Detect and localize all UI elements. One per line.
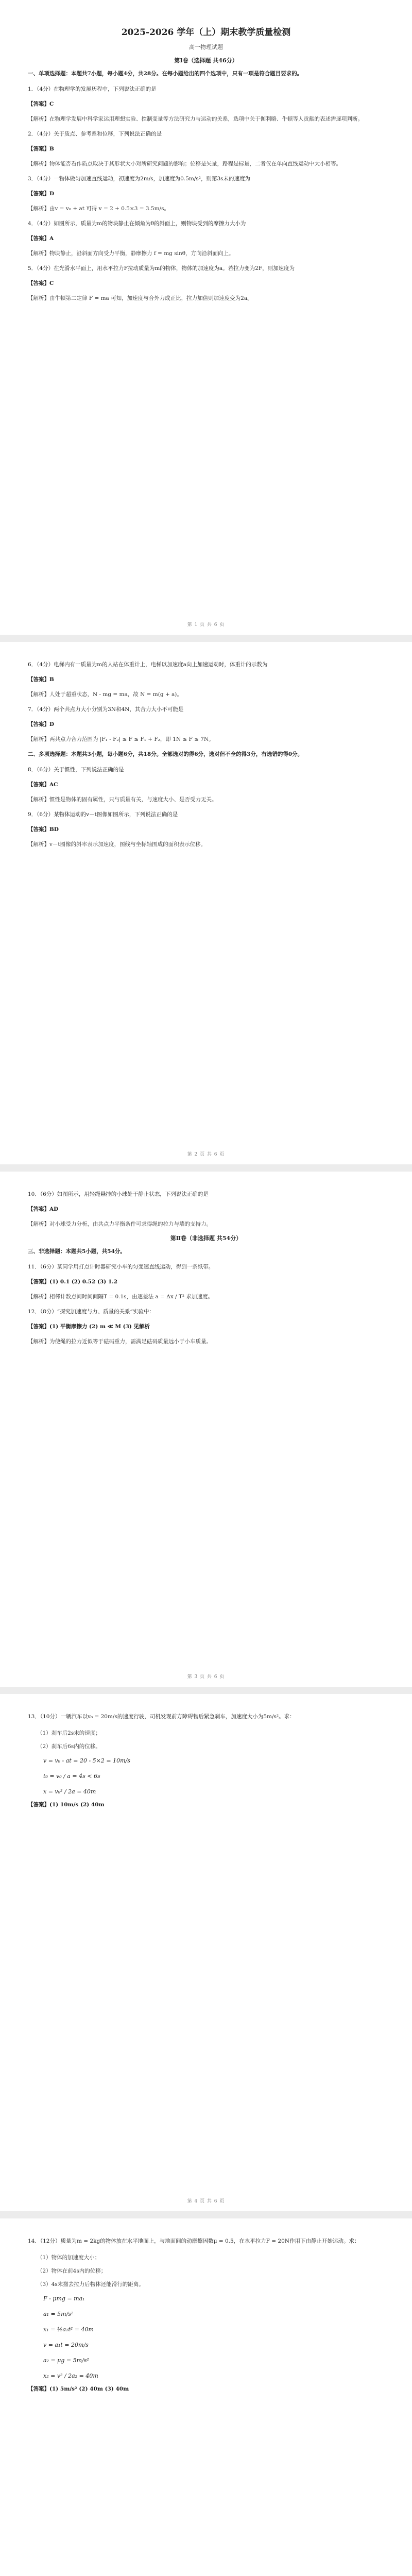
page-footer: 第 1 页 共 6 页 xyxy=(187,622,225,628)
question-text: 5．（4分）在光滑水平面上，用水平拉力F拉动质量为m的物体，物体的加速度为a。若拉力变为2F，则加速度为 xyxy=(28,265,295,272)
question-text: 7．（4分）两个共点力大小分别为3N和4N，其合力大小不可能是 xyxy=(28,706,184,713)
formula-line: F - μmg = ma₁ xyxy=(43,2295,85,2302)
analysis-text: 【解析】物块静止，沿斜面方向受力平衡，静摩擦力 f = mg sinθ，方向沿斜面向上。 xyxy=(28,250,234,257)
answer-line xyxy=(28,824,384,835)
question-text: 3．（4分）一物体做匀加速直线运动，初速度为2m/s，加速度为0.5m/s²，则第3s末的速度为 xyxy=(28,176,251,182)
answer-label: 【答案】(1) 平衡摩擦力 (2) m ≪ M (3) 见解析 xyxy=(28,1324,150,1330)
question-text: 8．（6分）关于惯性，下列说法正确的是 xyxy=(28,767,124,773)
answer-label: 【答案】A xyxy=(28,235,54,242)
analysis-text: 【解析】在物理学发展中科学家运用理想实验、控制变量等方法研究力与运动的关系，选项中关于伽利略、牛顿等人贡献的表述需逐项判断。 xyxy=(28,116,363,122)
answer-line xyxy=(28,1204,384,1215)
question-text: 12．（8分）“探究加速度与力、质量的关系”实验中： xyxy=(28,1309,155,1315)
volume-heading: 第Ⅱ卷（非选择题 共54分） xyxy=(170,1235,242,1242)
analysis-text: 【解析】物体能否看作质点取决于其形状大小对所研究问题的影响；位移是矢量，路程是标量，二者仅在单向直线运动中大小相等。 xyxy=(28,161,341,167)
formula-line: v = a₁t = 20m/s xyxy=(43,2342,89,2348)
question-text: 13．（10分）一辆汽车以v₀ = 20m/s的速度行驶，司机发现前方障碍物后紧急刹车，加速度大小为5m/s²。求： xyxy=(28,1714,295,1720)
page-footer: 第 3 页 共 6 页 xyxy=(187,1674,225,1680)
question-text: 10．（6分）如图所示，用轻绳悬挂的小球处于静止状态，下列说法正确的是 xyxy=(28,1191,209,1197)
answer-label: 【答案】C xyxy=(28,280,54,286)
sub-question: （2）物体在前4s内的位移； xyxy=(37,2268,107,2274)
answer-label: 【答案】B xyxy=(28,146,54,152)
page-footer: 第 4 页 共 6 页 xyxy=(187,2199,225,2204)
question-text: 1．（4分）在物理学的发展历程中，下列说法正确的是 xyxy=(28,86,157,92)
document-title: 2025-2026 学年（上）期末教学质量检测 xyxy=(121,27,291,38)
volume-heading: 第Ⅰ卷（选择题 共46分） xyxy=(174,57,238,64)
analysis-text: 【解析】两共点力合力范围为 |F₁ - F₂| ≤ F ≤ F₁ + F₂，即 1N ≤ F ≤ 7N。 xyxy=(28,736,214,742)
page-footer: 第 2 页 共 6 页 xyxy=(187,1152,225,1157)
section-instructions: 二、多项选择题：本题共3小题，每小题6分，共18分。全部选对的得6分，选对但不全的得3分，有选错的得0分。 xyxy=(28,751,303,757)
answer-line xyxy=(28,233,384,244)
question-text: 9．（6分）某物体运动的v－t图像如图所示，下列说法正确的是 xyxy=(28,811,178,818)
document-page-3 xyxy=(0,1172,412,1687)
answer-line xyxy=(28,144,384,155)
formula-line: x₂ = v² / 2a₂ = 40m xyxy=(43,2372,98,2379)
formula-line: a₁ = 5m/s² xyxy=(43,2311,74,2317)
answer-line xyxy=(28,719,384,730)
question-text: 14．（12分）质量为m = 2kg的物体放在水平地面上，与地面间的动摩擦因数μ = 0.5，在水平拉力F = 20N作用下由静止开始运动。求： xyxy=(28,2238,360,2244)
analysis-text: 【解析】对小球受力分析，由共点力平衡条件可求得绳的拉力与墙的支持力。 xyxy=(28,1221,212,1227)
answer-label: 【答案】D xyxy=(28,721,55,727)
answer-label: 【答案】BD xyxy=(28,826,59,833)
answer-line xyxy=(28,278,384,289)
answer-label: 【答案】(1) 0.1 (2) 0.52 (3) 1.2 xyxy=(28,1279,118,1285)
analysis-text: 【解析】由v = v₀ + at 可得 v = 2 + 0.5×3 = 3.5m/s。 xyxy=(28,206,169,212)
document-page-1 xyxy=(0,0,412,635)
formula-line: x = v₀² / 2a = 40m xyxy=(43,1788,96,1795)
question-text: 11．（6分）某同学用打点计时器研究小车的匀变速直线运动，得到一条纸带。 xyxy=(28,1264,214,1270)
answer-line xyxy=(28,1277,384,1287)
answer-line xyxy=(28,99,384,110)
answer-line xyxy=(28,189,384,199)
answer-label: 【答案】C xyxy=(28,101,54,107)
sub-question: （3）4s末撤去拉力后物体还能滑行的距离。 xyxy=(37,2281,144,2287)
question-text: 6．（4分）电梯内有一质量为m的人站在体重计上，电梯以加速度a向上加速运动时，体重计的示数为 xyxy=(28,662,268,668)
analysis-text: 【解析】为使绳的拉力近似等于砝码重力，需满足砝码质量远小于小车质量。 xyxy=(28,1338,212,1345)
answer-label: 【答案】(1) 5m/s² (2) 40m (3) 40m xyxy=(28,2386,129,2392)
analysis-text: 【解析】人处于超重状态，N - mg = ma，故 N = m(g + a)。 xyxy=(28,691,182,698)
formula-line: a₂ = μg = 5m/s² xyxy=(43,2357,89,2364)
formula-line: v = v₀ - at = 20 - 5×2 = 10m/s xyxy=(43,1757,130,1764)
answer-line xyxy=(28,1800,384,1810)
answer-label: 【答案】(1) 10m/s (2) 40m xyxy=(28,1802,105,1808)
section-instructions: 一、单项选择题：本题共7小题，每小题4分，共28分。在每小题给出的四个选项中，只有一项是符合题目要求的。 xyxy=(28,71,303,77)
formula-line: x₁ = ½a₁t² = 40m xyxy=(43,2326,94,2333)
answer-line xyxy=(28,779,384,790)
answer-label: 【答案】AD xyxy=(28,1206,59,1212)
answer-label: 【答案】D xyxy=(28,191,55,197)
question-text: 2．（4分）关于质点、参考系和位移，下列说法正确的是 xyxy=(28,131,162,137)
document-page-4 xyxy=(0,1694,412,2211)
question-text: 4．（4分）如图所示，质量为m的物块静止在倾角为θ的斜面上，则物块受到的摩擦力大小为 xyxy=(28,221,246,227)
analysis-text: 【解析】v－t图像的斜率表示加速度，图线与坐标轴围成的面积表示位移。 xyxy=(28,841,207,848)
section-instructions: 三、非选择题：本题共5小题，共54分。 xyxy=(28,1248,126,1255)
analysis-text: 【解析】相邻计数点间时间间隔T = 0.1s，由逐差法 a = Δx / T² 求加速度。 xyxy=(28,1294,213,1300)
document-page-5 xyxy=(0,2218,412,2576)
analysis-text: 【解析】由牛顿第二定律 F = ma 可知，加速度与合外力成正比，拉力加倍则加速度变为2a。 xyxy=(28,295,253,301)
document-subtitle: 高一物理试题 xyxy=(189,44,223,50)
answer-label: 【答案】AC xyxy=(28,782,58,788)
sub-question: （1）刹车后2s末的速度； xyxy=(37,1730,101,1736)
answer-line xyxy=(28,1321,384,1332)
answer-line xyxy=(28,2384,384,2395)
answer-line xyxy=(28,674,384,685)
sub-question: （2）刹车后6s内的位移。 xyxy=(37,1743,101,1750)
document-page-2 xyxy=(0,642,412,1164)
formula-line: t₀ = v₀ / a = 4s < 6s xyxy=(43,1773,100,1780)
analysis-text: 【解析】惯性是物体的固有属性，只与质量有关，与速度大小、是否受力无关。 xyxy=(28,796,217,803)
sub-question: （1）物体的加速度大小； xyxy=(37,2255,100,2261)
answer-label: 【答案】B xyxy=(28,676,54,683)
